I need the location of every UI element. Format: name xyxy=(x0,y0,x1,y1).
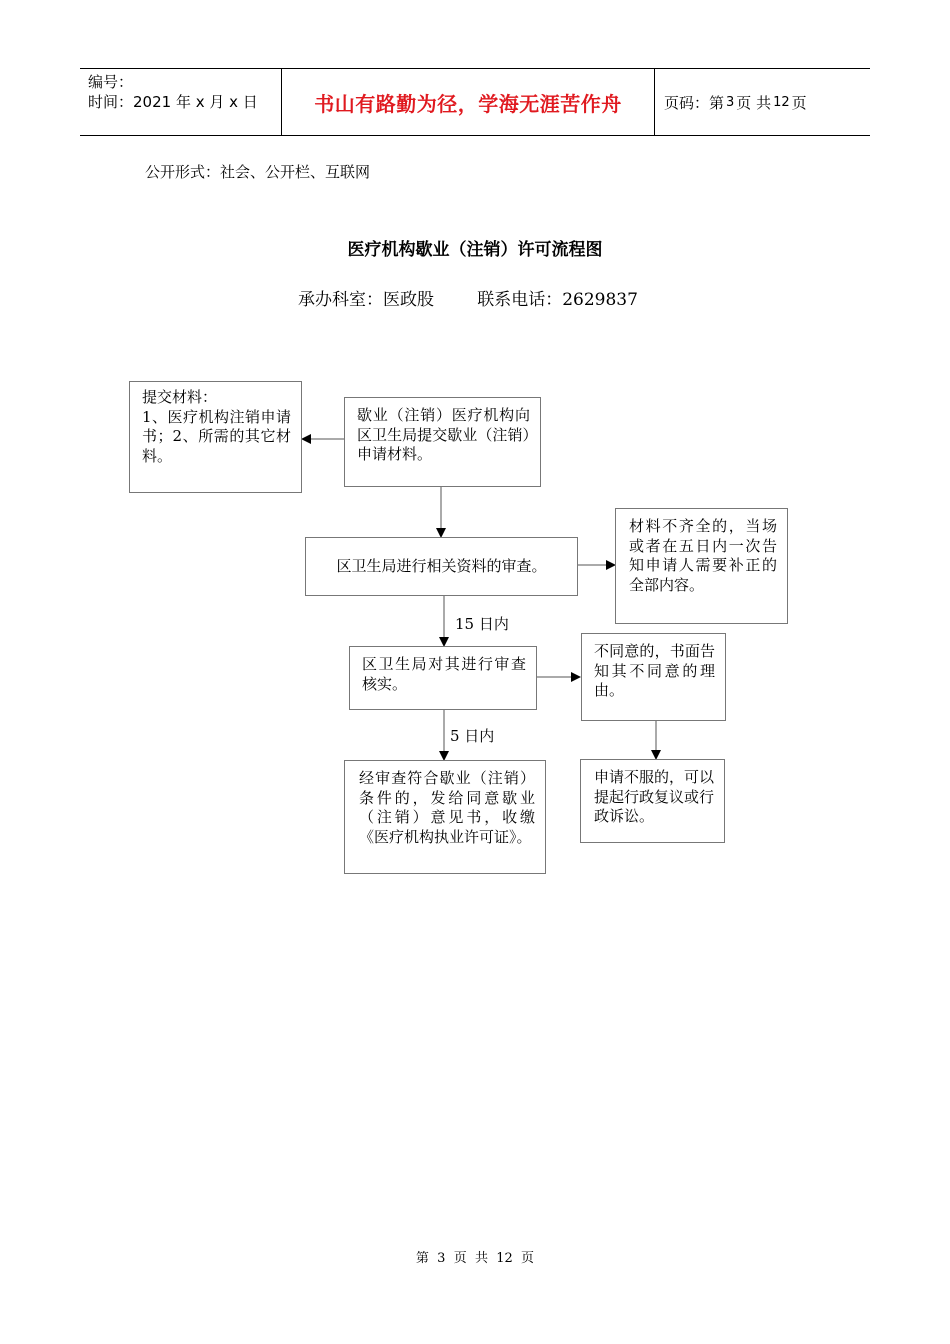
disagree-box xyxy=(581,633,726,721)
document-date: 时间：2021 年 x 月 x 日 xyxy=(88,93,258,111)
header-meta-cell xyxy=(80,69,282,135)
step4-text: 经审查符合歇业（注销）条件的，发给同意歇业（注销）意见书，收缴《医疗机构执业许可证》。 xyxy=(359,769,535,846)
appeal-box xyxy=(580,759,725,843)
disclosure-form: 公开形式：社会、公开栏、互联网 xyxy=(145,163,371,181)
materials-text: 提交材料： 1、医疗机构注销申请书；2、所需的其它材料。 xyxy=(142,388,291,465)
label-15-days: 15 日内 xyxy=(455,615,509,633)
appeal-text: 申请不服的，可以提起行政复议或行政诉讼。 xyxy=(594,768,715,825)
label-5-days: 5 日内 xyxy=(450,727,495,745)
step2-text: 区卫生局进行相关资料的审查。 xyxy=(336,556,547,575)
materials-box xyxy=(129,381,302,493)
header-motto: 书山有路勤为径，学海无涯苦作舟 xyxy=(282,69,655,135)
department-contact: 承办科室：医政股 联系电话：2629837 xyxy=(298,290,638,310)
disagree-text: 不同意的，书面告知其不同意的理由。 xyxy=(594,642,715,699)
page-suffix: 页 xyxy=(791,93,807,112)
page-prefix: 页码：第 xyxy=(664,93,725,112)
incomplete-box xyxy=(615,508,788,624)
page-current: 3 xyxy=(726,94,735,110)
step1-box xyxy=(344,397,541,487)
page-middle: 页 共 xyxy=(736,93,772,112)
step1-text: 歇业（注销）医疗机构向区卫生局提交歇业（注销）申请材料。 xyxy=(357,406,530,463)
document-number: 编号： xyxy=(88,73,134,91)
page-total: 12 xyxy=(773,94,790,110)
step2-box xyxy=(305,537,578,596)
incomplete-text: 材料不齐全的，当场或者在五日内一次告知申请人需要补正的全部内容。 xyxy=(629,517,777,594)
header-table xyxy=(80,68,870,136)
header-page-info xyxy=(655,69,870,135)
page-footer: 第 3 页 共 12 页 xyxy=(415,1251,535,1266)
step3-box xyxy=(349,646,537,710)
page-title: 医疗机构歇业（注销）许可流程图 xyxy=(347,240,603,260)
step4-box xyxy=(344,760,546,874)
step3-text: 区卫生局对其进行审查核实。 xyxy=(362,655,526,693)
